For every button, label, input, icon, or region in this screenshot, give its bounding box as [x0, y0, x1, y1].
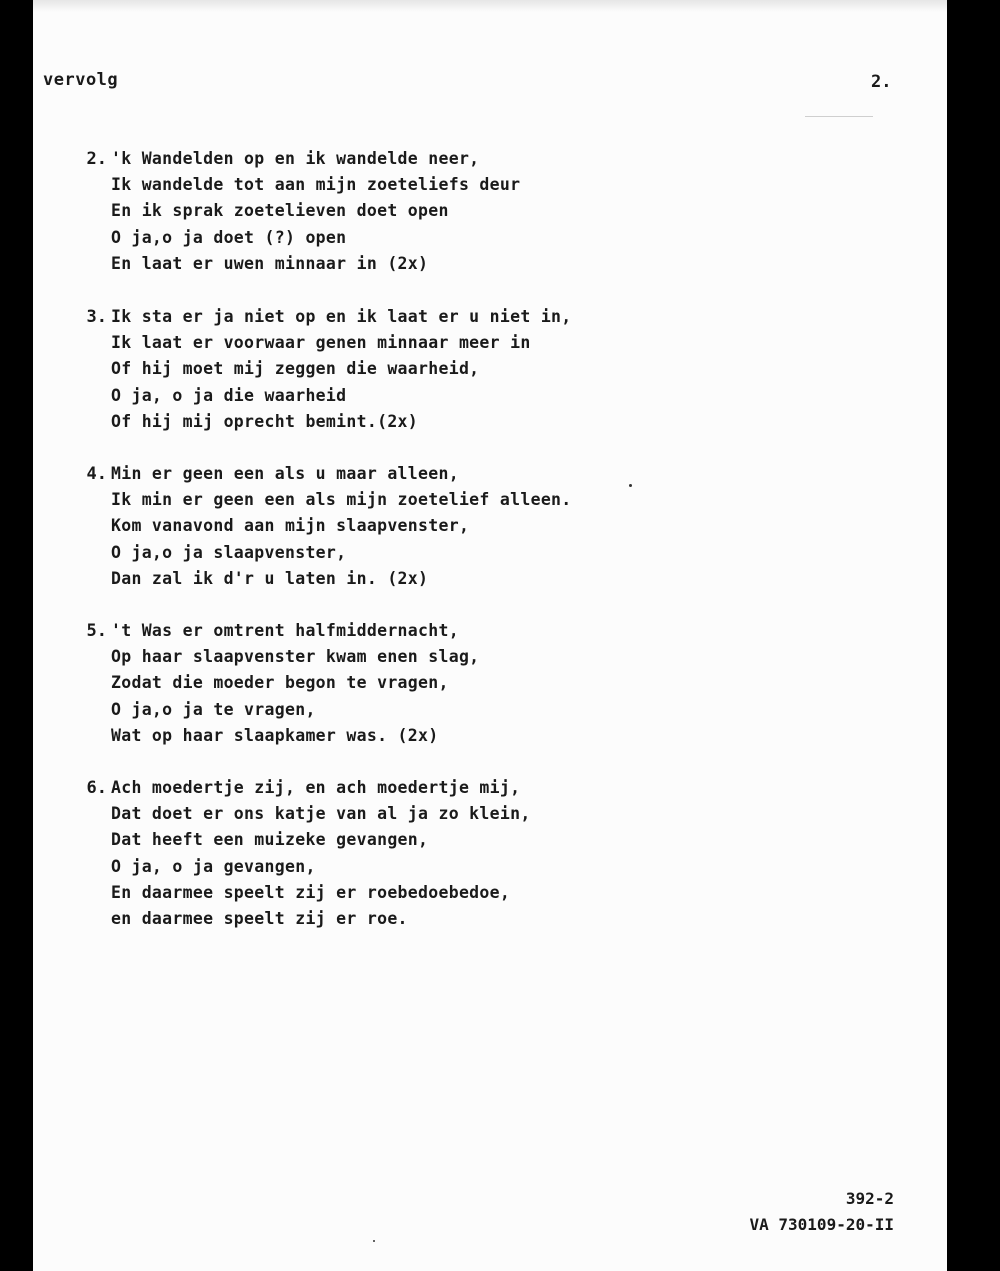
archive-reference [750, 1186, 895, 1238]
verse-line: O ja,o ja te vragen, [111, 699, 316, 719]
verse-line: en daarmee speelt zij er roe. [111, 909, 408, 929]
verse-number: 6. [86, 778, 107, 798]
verse-line: Ik min er geen een als mijn zoetelief alleen. [111, 490, 572, 510]
scan-speck [373, 1240, 375, 1242]
verse-number: 4. [86, 464, 107, 484]
verse-lines [111, 775, 531, 932]
verse-number: 2. [86, 149, 107, 169]
scan-speck [629, 484, 632, 487]
header-continuation: vervolg [43, 70, 119, 90]
verse-line: En laat er uwen minnaar in (2x) [111, 253, 429, 273]
verse-line: Op haar slaapvenster kwam enen slag, [111, 647, 480, 667]
header-rule [805, 116, 873, 117]
verse-lines [111, 618, 479, 749]
page-number: 2. [871, 72, 892, 92]
verse-line: En daarmee speelt zij er roebedoebedoe, [111, 882, 511, 902]
verse-line: Zodat die moeder begon te vragen, [111, 673, 449, 693]
verse-line: Ik wandelde tot aan mijn zoeteliefs deur [111, 175, 521, 195]
verse-lines [111, 304, 572, 435]
verse-line: Kom vanavond aan mijn slaapvenster, [111, 516, 470, 536]
verse-line: Wat op haar slaapkamer was. (2x) [111, 725, 439, 745]
verse-lines [111, 461, 572, 592]
document-code: 392-2 [845, 1189, 894, 1208]
verse-line: Ik laat er voorwaar genen minnaar meer in [111, 333, 531, 353]
verse-line: Of hij mij oprecht bemint.(2x) [111, 411, 419, 431]
verse-line: 't Was er omtrent halfmiddernacht, [111, 621, 459, 640]
verse-lines [111, 146, 520, 277]
verse-number: 3. [86, 307, 107, 327]
verse-line: O ja, o ja gevangen, [111, 856, 316, 876]
verse-line: Dan zal ik d'r u laten in. (2x) [111, 568, 429, 588]
verse-line: Of hij moet mij zeggen die waarheid, [111, 359, 480, 379]
verse-line: Dat doet er ons katje van al ja zo klein, [111, 804, 531, 824]
verse-line: Min er geen een als u maar alleen, [111, 464, 459, 483]
verse-line: En ik sprak zoetelieven doet open [111, 201, 449, 221]
verse-line: Ach moedertje zij, en ach moedertje mij, [111, 778, 521, 797]
verse-line: Dat heeft een muizeke gevangen, [111, 830, 429, 850]
verse-line: 'k Wandelden op en ik wandelde neer, [111, 149, 480, 168]
verse-line: Ik sta er ja niet op en ik laat er u niet in, [111, 307, 572, 326]
verse-number: 5. [86, 621, 107, 641]
document-page [33, 0, 947, 1271]
scan-shadow [33, 0, 947, 12]
recording-reference: VA 730109-20-II [749, 1215, 894, 1234]
verse-line: O ja,o ja doet (?) open [111, 227, 347, 247]
verse-line: O ja,o ja slaapvenster, [111, 542, 347, 562]
verse-line: O ja, o ja die waarheid [111, 385, 347, 405]
